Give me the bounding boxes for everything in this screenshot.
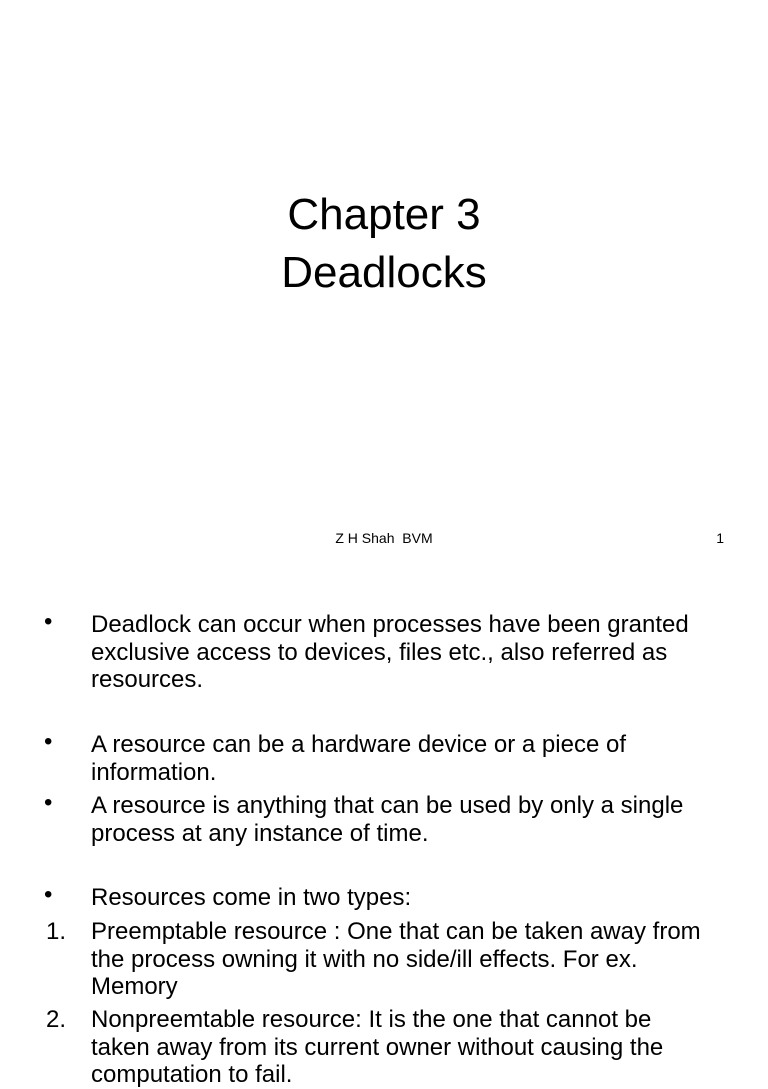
bullet-marker: • — [44, 789, 53, 816]
footer-author: Z H Shah BVM — [335, 530, 433, 546]
list-item-text: Deadlock can occur when processes have been granted exclusive access to devices, files etc., also referred as resources. — [91, 611, 689, 693]
list-item-text: Preemptable resource : One that can be taken away from the process owning it with no side/ill effects. For ex. Memory — [91, 918, 701, 1000]
page-number: 1 — [716, 530, 724, 546]
bullet-marker: • — [44, 608, 53, 635]
content-slide — [0, 576, 768, 1088]
slide-title-chapter: Chapter 3 — [287, 190, 481, 239]
list-item-text: Nonpreemtable resource: It is the one that cannot be taken away from its current owner without causing the computation to fail. — [91, 1006, 664, 1088]
bullet-marker: • — [44, 728, 53, 755]
slide-title-topic: Deadlocks — [281, 248, 487, 297]
number-marker: 1. — [46, 918, 67, 945]
number-marker: 2. — [46, 1006, 67, 1033]
bullet-marker: • — [44, 881, 53, 908]
list-item-text: A resource can be a hardware device or a piece of information. — [91, 731, 626, 786]
list-item-text: Resources come in two types: — [91, 884, 412, 911]
list-item-text: A resource is anything that can be used by only a single process at any instance of time. — [91, 792, 684, 847]
